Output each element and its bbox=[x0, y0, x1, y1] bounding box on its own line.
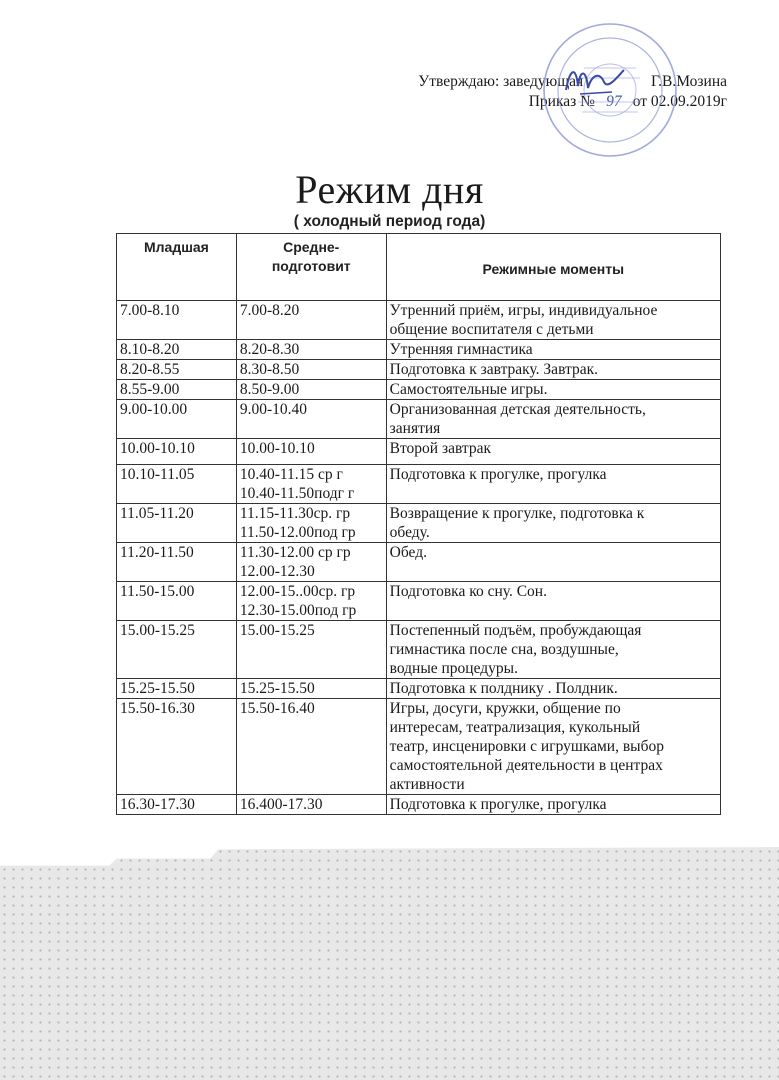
junior-time: 8.55-9.00 bbox=[117, 380, 237, 400]
junior-time: 10.00-10.10 bbox=[117, 439, 237, 465]
table-row bbox=[117, 439, 721, 465]
junior-time: 10.10-11.05 bbox=[117, 465, 237, 504]
table-row bbox=[117, 795, 721, 815]
order-prefix: Приказ № bbox=[528, 93, 595, 110]
senior-time: 15.50-16.40 bbox=[236, 699, 386, 795]
order-date: от 02.09.2019г bbox=[632, 93, 727, 110]
activity: Возвращение к прогулке, подготовка к обеду. bbox=[386, 504, 720, 543]
senior-time: 11.15-11.30ср. гр 11.50-12.00под гр bbox=[236, 504, 386, 543]
table-row bbox=[117, 504, 721, 543]
junior-time: 15.50-16.30 bbox=[117, 699, 237, 795]
approval-prefix: Утверждаю: заведующая bbox=[418, 73, 584, 90]
activity: Утренняя гимнастика bbox=[386, 340, 720, 360]
table-row bbox=[117, 400, 721, 439]
senior-time: 8.20-8.30 bbox=[236, 340, 386, 360]
torn-paper-overlay bbox=[0, 847, 779, 1080]
head-name: Г.В.Мозина bbox=[650, 73, 727, 90]
activity: Подготовка к прогулке, прогулка bbox=[386, 795, 720, 815]
activity: Утренний приём, игры, индивидуальное общение воспитателя с детьми bbox=[386, 301, 720, 340]
senior-time: 8.30-8.50 bbox=[236, 360, 386, 380]
signature-icon bbox=[560, 60, 630, 100]
table-row bbox=[117, 340, 721, 360]
senior-time: 11.30-12.00 ср гр 12.00-12.30 bbox=[236, 543, 386, 582]
junior-time: 11.20-11.50 bbox=[117, 543, 237, 582]
junior-time: 16.30-17.30 bbox=[117, 795, 237, 815]
table-row bbox=[117, 360, 721, 380]
senior-time: 7.00-8.20 bbox=[236, 301, 386, 340]
page-title: Режим дня bbox=[295, 167, 484, 212]
senior-time: 10.40-11.15 ср г 10.40-11.50подг г bbox=[236, 465, 386, 504]
header-senior: Средне- подготовит bbox=[236, 234, 386, 301]
junior-time: 9.00-10.00 bbox=[117, 400, 237, 439]
table-row bbox=[117, 380, 721, 400]
activity: Второй завтрак bbox=[386, 439, 720, 465]
junior-time: 7.00-8.10 bbox=[117, 301, 237, 340]
activity: Подготовка к прогулке, прогулка bbox=[386, 465, 720, 504]
senior-time: 9.00-10.40 bbox=[236, 400, 386, 439]
senior-time: 16.400-17.30 bbox=[236, 795, 386, 815]
junior-time: 15.00-15.25 bbox=[117, 621, 237, 679]
table-header-row bbox=[117, 234, 721, 301]
senior-time: 8.50-9.00 bbox=[236, 380, 386, 400]
table-row bbox=[117, 679, 721, 699]
schedule-table bbox=[116, 233, 721, 815]
activity: Организованная детская деятельность, занятия bbox=[386, 400, 720, 439]
junior-time: 8.20-8.55 bbox=[117, 360, 237, 380]
header-junior: Младшая bbox=[117, 234, 237, 301]
order-number: 97 bbox=[606, 93, 622, 110]
junior-time: 11.50-15.00 bbox=[117, 582, 237, 621]
table-row bbox=[117, 699, 721, 795]
activity: Самостоятельные игры. bbox=[386, 380, 720, 400]
table-row bbox=[117, 465, 721, 504]
junior-time: 11.05-11.20 bbox=[117, 504, 237, 543]
senior-time: 10.00-10.10 bbox=[236, 439, 386, 465]
senior-time: 15.25-15.50 bbox=[236, 679, 386, 699]
table-row bbox=[117, 621, 721, 679]
table-row bbox=[117, 301, 721, 340]
activity: Подготовка ко сну. Сон. bbox=[386, 582, 720, 621]
activity: Обед. bbox=[386, 543, 720, 582]
activity: Подготовка к завтраку. Завтрак. bbox=[386, 360, 720, 380]
activity: Постепенный подъём, пробуждающая гимнастика после сна, воздушные, водные процедуры. bbox=[386, 621, 720, 679]
activity: Игры, досуги, кружки, общение по интересам, театрализация, кукольный театр, инсценировки с игрушками, выбор самостоятельной деятельности в центрах активности bbox=[386, 699, 720, 795]
junior-time: 15.25-15.50 bbox=[117, 679, 237, 699]
senior-time: 15.00-15.25 bbox=[236, 621, 386, 679]
junior-time: 8.10-8.20 bbox=[117, 340, 237, 360]
senior-time: 12.00-15..00ср. гр 12.30-15.00под гр bbox=[236, 582, 386, 621]
table-row bbox=[117, 543, 721, 582]
header-activity: Режимные моменты bbox=[386, 234, 720, 301]
activity: Подготовка к полднику . Полдник. bbox=[386, 679, 720, 699]
page-subtitle: ( холодный период года) bbox=[293, 213, 486, 230]
table-row bbox=[117, 582, 721, 621]
